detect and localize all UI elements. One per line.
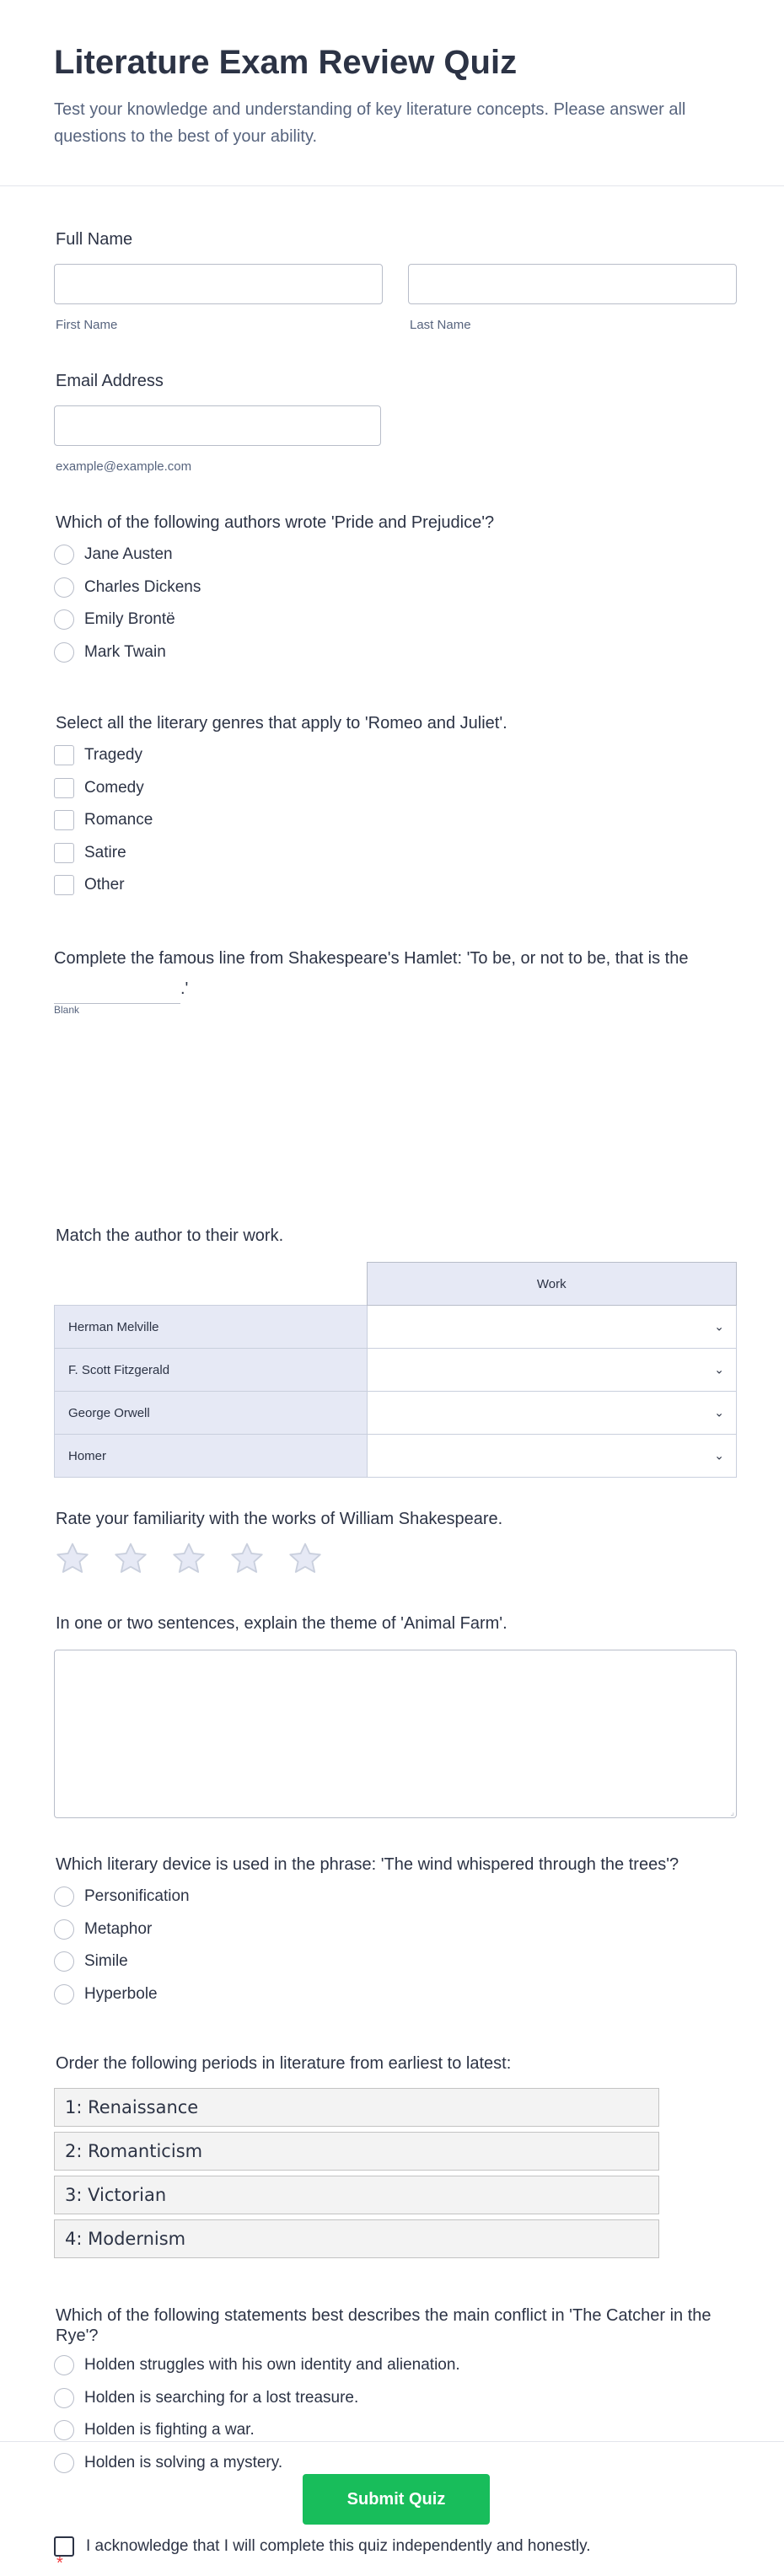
pride-option[interactable] <box>54 575 201 600</box>
option-label: Charles Dickens <box>84 578 201 596</box>
catcher-option[interactable] <box>54 2385 358 2411</box>
checkbox[interactable] <box>54 810 74 830</box>
matrix-dropdown[interactable] <box>367 1349 737 1392</box>
option-label: Jane Austen <box>84 545 173 563</box>
full-name-label: Full Name <box>56 230 133 249</box>
device-question <box>54 1855 737 2024</box>
hamlet-suffix: .' <box>180 979 189 998</box>
star-icon[interactable] <box>170 1540 207 1577</box>
submit-button[interactable]: Submit Quiz <box>303 2474 490 2525</box>
star-icon[interactable] <box>54 1540 91 1577</box>
radio-button[interactable] <box>54 1984 74 2004</box>
romeo-question <box>54 714 737 916</box>
chevron-down-icon: ⌄ <box>714 1405 724 1419</box>
email-field <box>54 372 737 490</box>
hamlet-question-label: Complete the famous line from Shakespeare's Hamlet: 'To be, or not to be, that is the <box>54 949 689 968</box>
animal-farm-textarea[interactable] <box>54 1650 737 1818</box>
hamlet-question <box>54 943 737 1014</box>
pride-question <box>54 513 737 682</box>
radio-button[interactable] <box>54 545 74 565</box>
radio-button[interactable] <box>54 609 74 630</box>
matrix-dropdown[interactable] <box>367 1435 737 1478</box>
rating-question <box>54 1510 737 1577</box>
option-label: Metaphor <box>84 1920 153 1938</box>
blank-sublabel: Blank <box>54 1004 80 1016</box>
romeo-option[interactable] <box>54 840 126 866</box>
matrix-row-label: Homer <box>55 1435 368 1478</box>
romeo-option[interactable] <box>54 872 125 898</box>
form-footer <box>0 2441 784 2565</box>
checkbox[interactable] <box>54 745 74 765</box>
device-option[interactable] <box>54 1949 128 1974</box>
radio-button[interactable] <box>54 1886 74 1907</box>
star-icon[interactable] <box>112 1540 149 1577</box>
radio-button[interactable] <box>54 2388 74 2408</box>
star-icon[interactable] <box>228 1540 266 1577</box>
animal-farm-question <box>54 1614 737 1817</box>
last-name-sublabel: Last Name <box>410 318 471 332</box>
option-label: Mark Twain <box>84 643 166 661</box>
radio-button[interactable] <box>54 2355 74 2375</box>
option-label: Tragedy <box>84 746 142 764</box>
option-label: Comedy <box>84 779 144 797</box>
radio-button[interactable] <box>54 2420 74 2440</box>
catcher-question-label: Which of the following statements best describes the main conflict in 'The Catcher in the Rye'? <box>56 2306 712 2345</box>
order-item[interactable]: 4: Modernism <box>54 2219 659 2258</box>
option-label: Emily Brontë <box>84 610 175 628</box>
option-label: Other <box>84 876 125 894</box>
animal-farm-question-label: In one or two sentences, explain the theme of 'Animal Farm'. <box>56 1614 507 1633</box>
email-label: Email Address <box>56 372 164 390</box>
first-name-input[interactable] <box>54 264 383 304</box>
hamlet-question-text <box>54 943 737 1004</box>
radio-button[interactable] <box>54 642 74 663</box>
chevron-down-icon: ⌄ <box>714 1448 724 1462</box>
hamlet-blank-input[interactable] <box>54 983 180 1004</box>
romeo-question-label: Select all the literary genres that apply to 'Romeo and Juliet'. <box>56 714 507 733</box>
pride-option[interactable] <box>54 542 173 567</box>
catcher-option[interactable] <box>54 2353 460 2378</box>
form-title: Literature Exam Review Quiz <box>54 44 518 81</box>
device-option[interactable] <box>54 1917 152 1942</box>
option-label: Holden is fighting a war. <box>84 2421 255 2439</box>
device-option[interactable] <box>54 1982 158 2007</box>
option-label: Simile <box>84 1952 128 1970</box>
rating-question-label: Rate your familiarity with the works of William Shakespeare. <box>56 1510 503 1528</box>
matrix-dropdown[interactable] <box>367 1392 737 1435</box>
star-icon[interactable] <box>287 1540 324 1577</box>
order-item[interactable]: 2: Romanticism <box>54 2132 659 2171</box>
romeo-option[interactable] <box>54 808 153 833</box>
email-input[interactable] <box>54 405 381 446</box>
option-label: Holden struggles with his own identity and alienation. <box>84 2356 460 2374</box>
option-label: Holden is solving a mystery. <box>84 2454 283 2471</box>
match-matrix <box>54 1262 737 1478</box>
chevron-down-icon: ⌄ <box>714 1319 724 1334</box>
first-name-sublabel: First Name <box>56 318 118 332</box>
order-question-label: Order the following periods in literature from earliest to latest: <box>56 2054 512 2073</box>
matrix-row-label: F. Scott Fitzgerald <box>55 1349 368 1392</box>
acknowledge-label: I acknowledge that I will complete this quiz independently and honestly. <box>86 2537 591 2555</box>
last-name-input[interactable] <box>408 264 737 304</box>
match-question-label: Match the author to their work. <box>56 1226 284 1245</box>
full-name-field <box>54 230 737 348</box>
option-label: Romance <box>84 811 153 829</box>
device-option[interactable] <box>54 1884 190 1909</box>
radio-button[interactable] <box>54 577 74 598</box>
form-subtitle: Test your knowledge and understanding of key literature concepts. Please answer all questions to the best of your ability. <box>54 100 686 146</box>
checkbox[interactable] <box>54 875 74 895</box>
resize-handle-icon[interactable]: ⌟ <box>730 1808 734 1817</box>
matrix-row-label: George Orwell <box>55 1392 368 1435</box>
order-item[interactable]: 1: Renaissance <box>54 2088 659 2127</box>
pride-question-label: Which of the following authors wrote 'Pride and Prejudice'? <box>56 513 495 532</box>
email-sublabel: example@example.com <box>56 459 192 474</box>
radio-button[interactable] <box>54 1951 74 1972</box>
pride-option[interactable] <box>54 607 175 632</box>
checkbox[interactable] <box>54 843 74 863</box>
chevron-down-icon: ⌄ <box>714 1362 724 1377</box>
option-label: Satire <box>84 844 126 861</box>
matrix-corner <box>55 1263 368 1306</box>
star-rating <box>54 1540 391 1580</box>
matrix-row-label: Herman Melville <box>55 1306 368 1349</box>
romeo-option[interactable] <box>54 743 142 768</box>
required-asterisk: * <box>56 2554 63 2573</box>
option-label: Holden is searching for a lost treasure. <box>84 2389 359 2407</box>
device-question-label: Which literary device is used in the phrase: 'The wind whispered through the trees'? <box>56 1855 679 1874</box>
option-label: Hyperbole <box>84 1985 158 2003</box>
form-header <box>0 0 784 186</box>
order-question <box>54 2054 737 2265</box>
romeo-option[interactable] <box>54 775 144 801</box>
pride-option[interactable] <box>54 640 166 665</box>
order-item[interactable]: 3: Victorian <box>54 2176 659 2214</box>
radio-button[interactable] <box>54 1919 74 1940</box>
checkbox[interactable] <box>54 778 74 798</box>
matrix-column-header: Work <box>367 1263 737 1306</box>
catcher-option[interactable] <box>54 2418 255 2443</box>
matrix-dropdown[interactable] <box>367 1306 737 1349</box>
option-label: Personification <box>84 1887 190 1905</box>
